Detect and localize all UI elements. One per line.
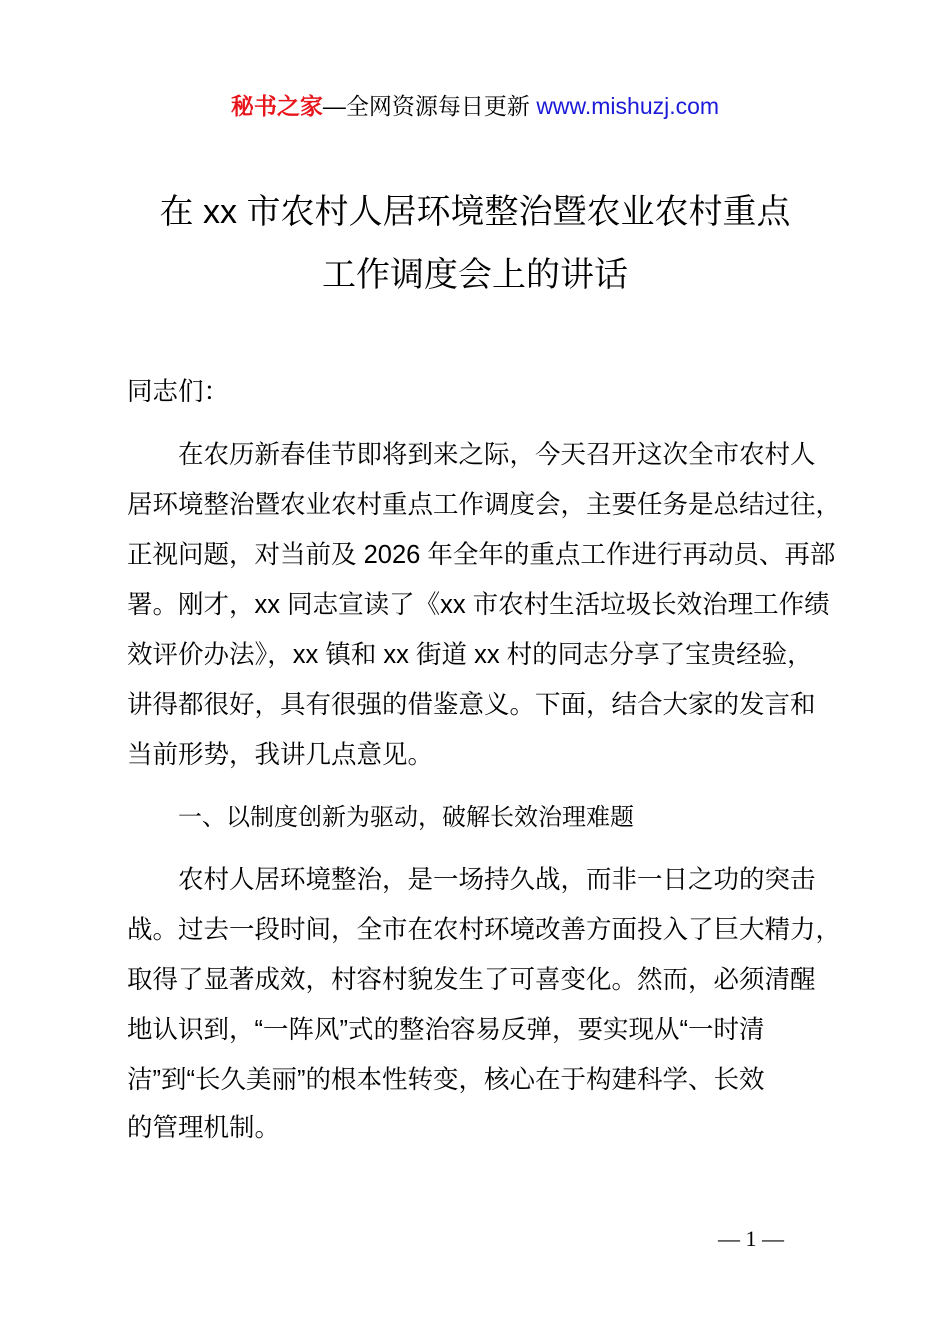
brand-name: 秘书之家 (230, 93, 323, 119)
doc-title-line-2: 工作调度会上的讲话 (322, 256, 628, 294)
doc-title-line-1: 在 xx 市农村人居环境整治暨农业农村重点 (159, 193, 791, 231)
page-number: — 1 — (718, 1226, 784, 1251)
para1-line: 署。刚才，xx 同志宣读了《xx 市农村生活垃圾长效治理工作绩 (127, 591, 830, 619)
para2-line: 洁”到“长久美丽”的根本性转变，核心在于构建科学、长效 (127, 1066, 765, 1094)
para2-line: 取得了显著成效，村容村貌发生了可喜变化。然而，必须清醒 (127, 966, 816, 994)
para1-line: 在农历新春佳节即将到来之际，今天召开这次全市农村人 (178, 441, 816, 469)
salutation: 同志们： (127, 378, 230, 406)
para2-line: 的管理机制。 (127, 1114, 281, 1142)
site-url[interactable]: www.mishuzj.com (536, 93, 720, 119)
para2-line: 农村人居环境整治，是一场持久战，而非一日之功的突击 (178, 866, 816, 894)
para2-line: 地认识到，“一阵风”式的整治容易反弹，要实现从“一时清 (127, 1016, 765, 1044)
tagline: —全网资源每日更新 (322, 93, 537, 119)
para1-line: 正视问题，对当前及 2026 年全年的重点工作进行再动员、再部 (127, 541, 836, 569)
section-heading-1: 一、以制度创新为驱动，破解长效治理难题 (178, 804, 634, 831)
para1-line: 居环境整治暨农业农村重点工作调度会，主要任务是总结过往， (127, 491, 842, 519)
para2-line: 战。过去一段时间，全市在农村环境改善方面投入了巨大精力， (127, 916, 842, 944)
para1-line: 当前形势，我讲几点意见。 (127, 741, 434, 769)
para1-line: 讲得都很好，具有很强的借鉴意义。下面，结合大家的发言和 (127, 691, 816, 719)
para1-line: 效评价办法》，xx 镇和 xx 街道 xx 村的同志分享了宝贵经验， (127, 641, 813, 669)
site-header (0, 88, 950, 121)
